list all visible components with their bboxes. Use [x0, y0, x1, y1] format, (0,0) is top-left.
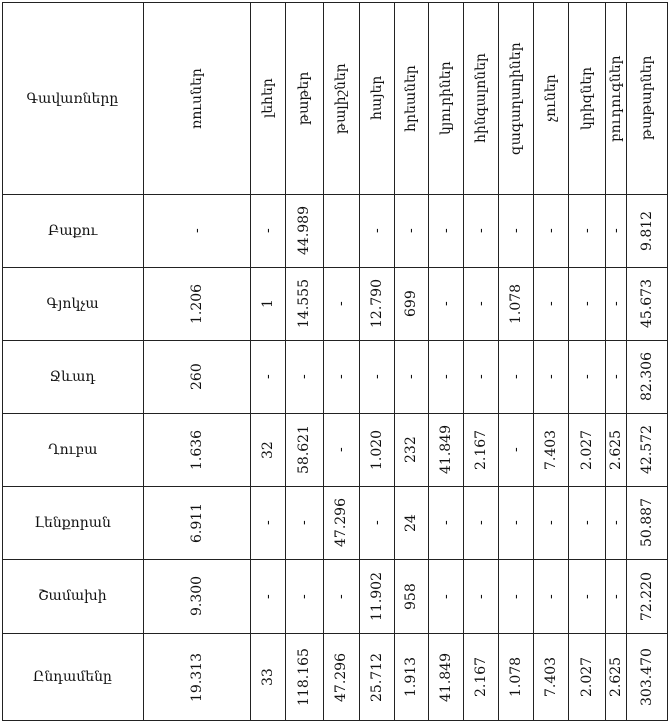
table-cell: - [437, 593, 454, 599]
table-cell: - [507, 520, 524, 525]
table-cell: - [333, 447, 349, 452]
table-cell: 1.078 [507, 283, 524, 324]
table-cell: 58.621 [296, 425, 312, 474]
table-cell: - [368, 374, 385, 379]
table-cell: - [368, 228, 385, 233]
table-cell: - [507, 593, 524, 599]
table-cell: - [578, 301, 595, 306]
table-cell: - [259, 520, 276, 525]
table-cell: - [333, 374, 349, 379]
table-cell: - [507, 447, 524, 452]
table-cell: 41.849 [437, 425, 454, 474]
table-cell: 2.027 [578, 429, 595, 470]
table-cell: 1.206 [188, 283, 205, 324]
table-cell: 1.913 [403, 656, 419, 697]
table-cell: - [259, 228, 276, 233]
table-cell: 12.790 [368, 279, 385, 328]
table-cell: - [472, 374, 489, 379]
table-cell: - [368, 520, 385, 525]
column-rule [626, 2, 627, 721]
table-cell: 2.027 [578, 656, 595, 697]
column-header: կրիզներ [578, 66, 595, 130]
column-rule [143, 2, 144, 721]
column-header: թաթեր [296, 71, 312, 125]
column-rule [394, 2, 395, 721]
table-cell: 47.296 [333, 498, 349, 547]
table-cell: - [188, 228, 205, 233]
table-cell: 1.020 [368, 429, 385, 470]
table-cell: - [333, 593, 349, 599]
table-cell: - [607, 228, 624, 233]
row-label: Շամախի [38, 588, 107, 604]
table-cell: 958 [403, 582, 419, 610]
table-cell: 1 [259, 299, 276, 308]
table-cell: - [296, 520, 312, 525]
column-rule [605, 2, 606, 721]
row-label: Ջևադ [49, 368, 96, 385]
table-cell: - [542, 593, 559, 599]
row-label: Բաքու [48, 222, 98, 239]
column-header: կյուրիներ [437, 61, 454, 135]
row-label: Ընդամենը [33, 669, 112, 685]
table-cell: 2.167 [472, 656, 489, 697]
column-header: թաթարներ [639, 55, 655, 140]
row-label: Ղուբա [48, 441, 98, 458]
table-cell: 24 [403, 513, 419, 532]
table-cell: - [607, 374, 624, 379]
column-rule [667, 2, 668, 721]
table-cell: - [578, 228, 595, 233]
table-cell: - [472, 228, 489, 233]
table-cell: - [296, 374, 312, 379]
table-cell: 9.812 [639, 210, 655, 251]
column-header: բուդուգներ [607, 54, 624, 142]
column-header: ռուսներ [188, 67, 205, 129]
table-cell: - [437, 520, 454, 525]
column-rule [359, 2, 360, 721]
table-cell: 50.887 [639, 498, 655, 547]
table-cell: - [507, 374, 524, 379]
table-cell: 1.078 [507, 656, 524, 697]
column-rule [533, 2, 534, 721]
column-header: զագաղաղիներ [507, 41, 524, 155]
table-cell: - [607, 301, 624, 306]
table-cell: 7.403 [542, 656, 559, 697]
table-cell: 1.636 [188, 429, 205, 470]
table-cell: 19.313 [188, 652, 205, 702]
table-cell: - [578, 593, 595, 599]
table-cell: 82.306 [639, 352, 655, 401]
table-cell: 11.902 [368, 571, 385, 621]
table-cell: 33 [259, 668, 276, 686]
table-cell: - [437, 374, 454, 379]
column-header: չուներ [542, 74, 559, 122]
column-rule [250, 2, 251, 721]
table-cell: - [578, 520, 595, 525]
column-header: hրեաներ [403, 64, 419, 132]
table-cell: - [437, 228, 454, 233]
column-rule [463, 2, 464, 721]
table-cell: 699 [403, 290, 419, 317]
column-rule [498, 2, 499, 721]
table-cell: 41.849 [437, 652, 454, 702]
column-header: լեհեր [259, 78, 276, 118]
table-cell: - [542, 228, 559, 233]
table-cell: - [542, 374, 559, 379]
table-cell: 32 [259, 440, 276, 459]
table-cell: - [472, 301, 489, 306]
table-cell: - [472, 520, 489, 525]
table-cell: 9.300 [188, 575, 205, 616]
column-rule [285, 2, 286, 721]
table-cell: 7.403 [542, 429, 559, 470]
table-cell: - [403, 228, 419, 233]
column-header: hինգալոներ [472, 53, 489, 143]
table-cell: - [472, 593, 489, 599]
table-cell: 42.572 [639, 425, 655, 474]
table-cell: - [333, 301, 349, 306]
column-header: հայեր [368, 75, 385, 120]
table-cell: 6.911 [188, 502, 205, 543]
table-cell: 14.555 [296, 279, 312, 328]
table-cell: - [578, 374, 595, 379]
table-cell: - [259, 593, 276, 599]
table-cell: - [542, 301, 559, 306]
table-cell: 25.712 [368, 652, 385, 702]
table-cell: - [607, 520, 624, 525]
table-cell: 303.470 [639, 648, 655, 706]
table-cell: 232 [403, 436, 419, 463]
row-label: Գյոկչա [46, 295, 99, 312]
table-cell: 47.296 [333, 652, 349, 702]
corner-header: Գավառները [26, 91, 119, 107]
table-cell: - [507, 228, 524, 233]
table-cell: 2.625 [607, 429, 624, 470]
table-cell: 45.673 [639, 279, 655, 328]
column-rule [323, 2, 324, 721]
column-rule [568, 2, 569, 721]
table-cell: 2.167 [472, 429, 489, 470]
table-cell: 44.989 [296, 206, 312, 255]
column-header: թալիշներ [333, 62, 349, 134]
table-cell: 2.625 [607, 656, 624, 697]
row-label: Լենքորան [34, 514, 111, 531]
table-cell: - [296, 593, 312, 599]
column-rule [428, 2, 429, 721]
table-cell: - [403, 374, 419, 379]
table-cell: - [542, 520, 559, 525]
table-cell: 118.165 [296, 648, 312, 706]
table-cell: 72.220 [639, 571, 655, 621]
table-cell: 260 [188, 363, 205, 390]
table-cell: - [437, 301, 454, 306]
table-cell: - [259, 374, 276, 379]
table-cell: - [607, 593, 624, 599]
column-rule [2, 2, 3, 721]
population-table [2, 2, 668, 721]
